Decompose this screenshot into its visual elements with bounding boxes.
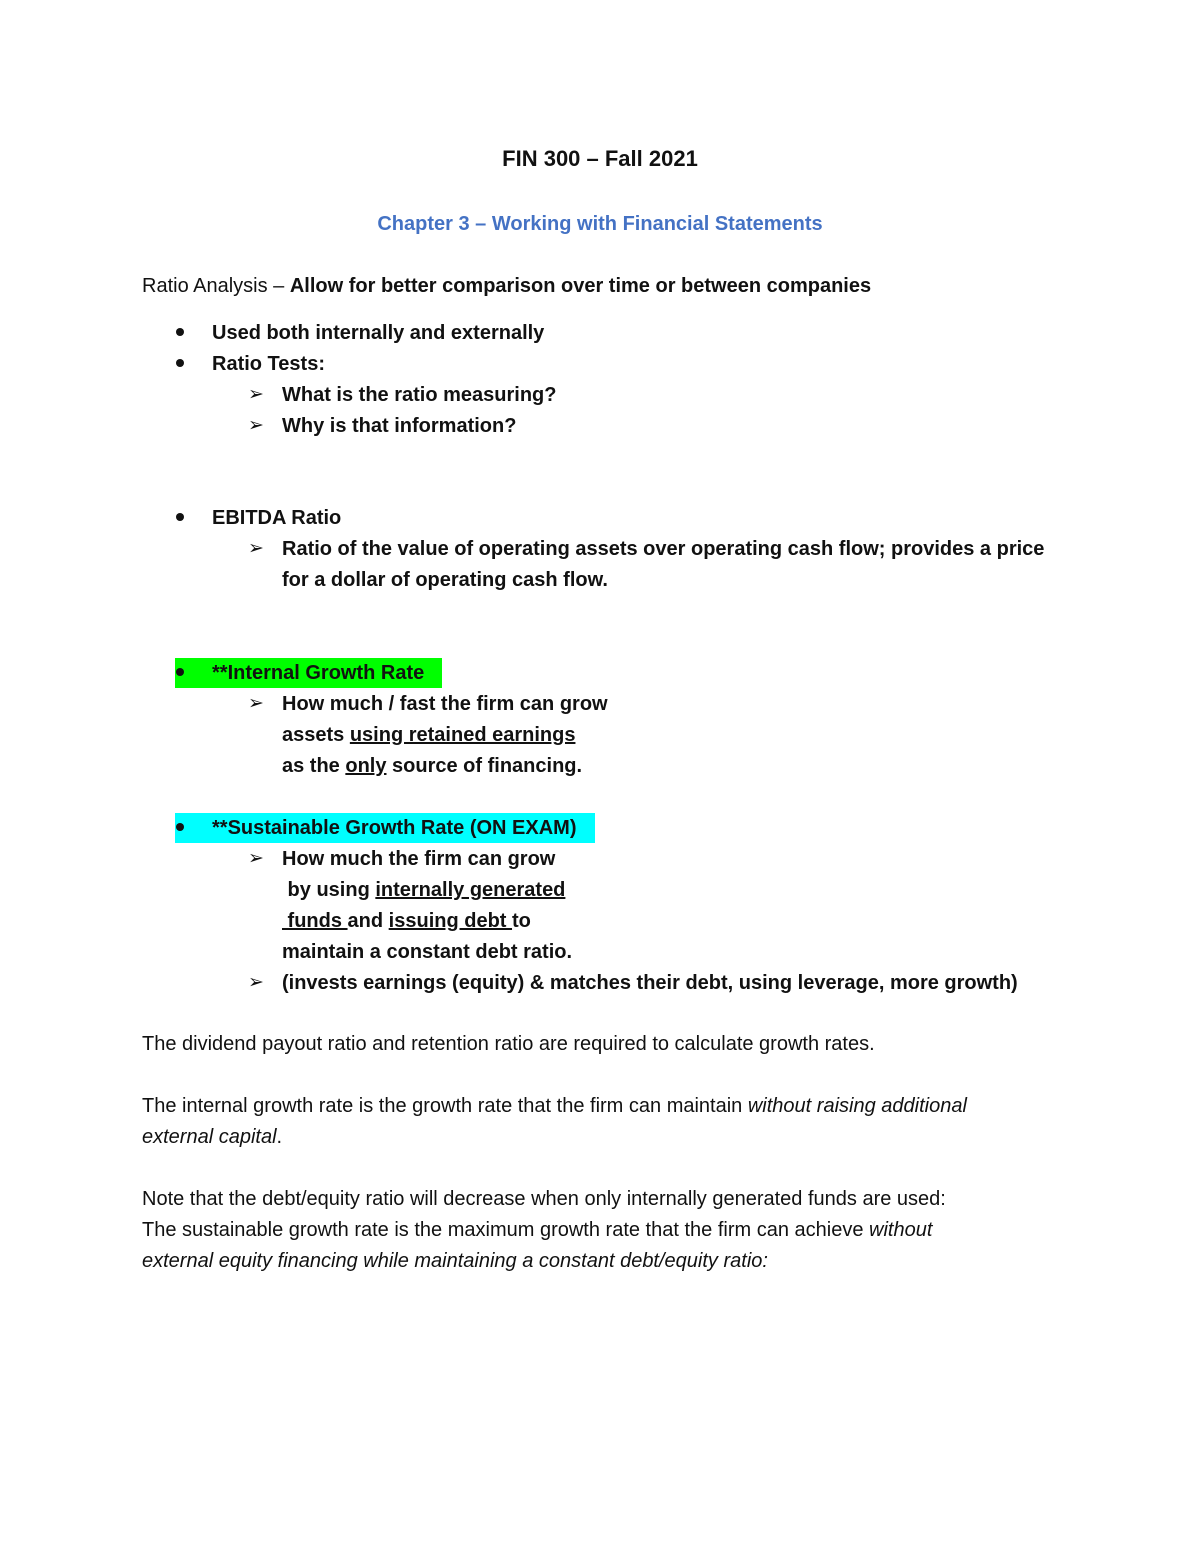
bullet-dot-icon xyxy=(176,823,184,831)
arrowhead-bullet-icon: ➢ xyxy=(248,415,264,436)
arrowhead-bullet-icon: ➢ xyxy=(248,538,264,559)
italic-text: external capital xyxy=(142,1126,277,1148)
sub-list-item-continued xyxy=(282,721,575,749)
sub-list-item-continued xyxy=(282,907,531,935)
arrowhead-bullet-icon: ➢ xyxy=(248,848,264,869)
sub-list-item-continued xyxy=(282,876,565,904)
sub-list-item: How much / fast the firm can grow xyxy=(282,693,608,715)
ratio-analysis-lead: Ratio Analysis – xyxy=(142,275,290,297)
list-item: Ratio Tests: xyxy=(212,353,325,375)
bullet-dot-icon xyxy=(176,668,184,676)
bullet-dot-icon xyxy=(176,328,184,336)
underlined-text: funds xyxy=(282,910,348,932)
paragraph-sustainable-growth xyxy=(142,1216,932,1244)
text-run: as the xyxy=(282,755,346,777)
italic-text: without xyxy=(869,1219,933,1241)
text-run: by using xyxy=(282,879,376,901)
list-item: Used both internally and externally xyxy=(212,322,545,344)
ratio-analysis-heading xyxy=(142,272,871,300)
text-run: source of financing. xyxy=(386,755,583,777)
underlined-text: internally generated xyxy=(375,879,566,901)
sub-list-item-continued: maintain a constant debt ratio. xyxy=(282,941,573,963)
sub-list-item: Why is that information? xyxy=(282,415,517,437)
sub-list-item: What is the ratio measuring? xyxy=(282,384,557,406)
text-run: and xyxy=(347,910,389,932)
italic-text: without raising additional xyxy=(747,1095,967,1117)
sub-list-item: (invests earnings (equity) & matches their debt, using leverage, more growth) xyxy=(282,972,1018,994)
list-item-sustainable-growth-rate: **Sustainable Growth Rate (ON EXAM) xyxy=(212,817,577,839)
arrowhead-bullet-icon: ➢ xyxy=(248,972,264,993)
underlined-text: only xyxy=(345,755,387,777)
sub-list-item: How much the firm can grow xyxy=(282,848,556,870)
text-run: assets xyxy=(282,724,350,746)
bullet-dot-icon xyxy=(176,513,184,521)
paragraph-internal-growth xyxy=(142,1092,967,1120)
list-item: EBITDA Ratio xyxy=(212,507,342,529)
text-run: to xyxy=(512,910,531,932)
document-title: FIN 300 – Fall 2021 xyxy=(502,146,698,171)
ratio-analysis-description: Allow for better comparison over time or between companies xyxy=(289,275,872,297)
sub-list-item: Ratio of the value of operating assets over operating cash flow; provides a price xyxy=(282,538,1045,560)
sub-list-item-continued: for a dollar of operating cash flow. xyxy=(282,569,608,591)
arrowhead-bullet-icon: ➢ xyxy=(248,693,264,714)
chapter-subtitle: Chapter 3 – Working with Financial Statements xyxy=(377,213,823,235)
list-item-internal-growth-rate: **Internal Growth Rate xyxy=(212,662,425,684)
arrowhead-bullet-icon: ➢ xyxy=(248,384,264,405)
paragraph-debt-equity-note: Note that the debt/equity ratio will decrease when only internally generated funds are used: xyxy=(142,1188,946,1210)
sub-list-item-continued xyxy=(282,752,582,780)
bullet-dot-icon xyxy=(176,359,184,367)
paragraph-dividend-payout: The dividend payout ratio and retention ratio are required to calculate growth rates. xyxy=(142,1033,875,1055)
paragraph-internal-growth-continued xyxy=(142,1123,282,1151)
paragraph-sustainable-growth-continued: external equity financing while maintaining a constant debt/equity ratio: xyxy=(142,1250,768,1272)
underlined-text: issuing debt xyxy=(388,910,513,932)
text-run: . xyxy=(276,1126,283,1148)
text-run: The sustainable growth rate is the maximum growth rate that the firm can achieve xyxy=(142,1219,870,1241)
text-run: The internal growth rate is the growth rate that the firm can maintain xyxy=(142,1095,748,1117)
underlined-text: using retained earnings xyxy=(349,724,576,746)
